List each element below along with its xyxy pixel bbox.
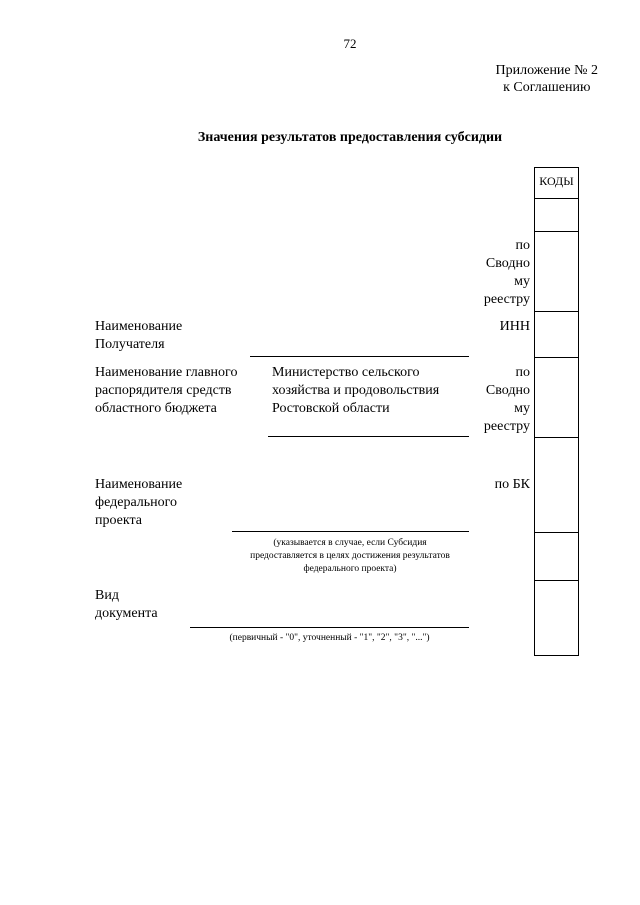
manager-value bbox=[272, 364, 439, 418]
label-line: Вид bbox=[95, 588, 119, 603]
manager-underline bbox=[268, 436, 469, 437]
label-line: проекта bbox=[95, 513, 142, 528]
label-line: реестру bbox=[483, 419, 530, 434]
label-line: Наименование bbox=[95, 319, 183, 334]
appendix-header bbox=[496, 62, 599, 96]
doc-type-note: (первичный - "0", уточненный - "1", "2", "3", "...") bbox=[229, 633, 430, 643]
appendix-line-1: Приложение № 2 bbox=[495, 63, 598, 78]
bk-label: по БК bbox=[494, 477, 530, 492]
codes-divider bbox=[535, 532, 578, 533]
label-line: Наименование bbox=[95, 477, 183, 492]
note-line: (указывается в случае, если Субсидия bbox=[273, 538, 427, 548]
label-line: му bbox=[514, 401, 530, 416]
label-line: Наименование главного bbox=[95, 365, 238, 380]
appendix-line-2: к Соглашению bbox=[503, 80, 591, 95]
codes-divider bbox=[535, 198, 578, 199]
doc-type-underline bbox=[190, 627, 469, 628]
page-number: 72 bbox=[343, 36, 357, 51]
codes-header: КОДЫ bbox=[539, 174, 574, 188]
label-line: документа bbox=[95, 606, 158, 621]
label-line: областного бюджета bbox=[95, 401, 217, 416]
label-line: Получателя bbox=[95, 337, 165, 352]
federal-project-underline bbox=[232, 531, 469, 532]
label-line: распорядителя средств bbox=[95, 383, 232, 398]
doc-type-label bbox=[95, 587, 158, 623]
codes-divider bbox=[535, 231, 578, 232]
value-line: Ростовской области bbox=[272, 401, 390, 416]
codes-divider bbox=[535, 437, 578, 438]
recipient-label bbox=[95, 318, 182, 354]
recipient-underline bbox=[250, 356, 469, 357]
codes-column bbox=[534, 167, 579, 656]
value-line: хозяйства и продовольствия bbox=[272, 383, 440, 398]
label-line: по bbox=[515, 365, 530, 380]
note-line: предоставляется в целях достижения результатов bbox=[250, 551, 450, 561]
federal-project-label bbox=[95, 476, 182, 530]
label-line: федерального bbox=[95, 495, 178, 510]
manager-label bbox=[95, 364, 237, 418]
svodny-reestr-label-2 bbox=[470, 364, 530, 436]
svodny-reestr-label-1 bbox=[470, 237, 530, 309]
label-line: реестру bbox=[483, 292, 530, 307]
label-line: Сводно bbox=[485, 383, 530, 398]
codes-divider bbox=[535, 580, 578, 581]
value-line: Министерство сельского bbox=[272, 365, 420, 380]
label-line: Сводно bbox=[485, 256, 530, 271]
note-line: федерального проекта) bbox=[303, 564, 397, 574]
federal-project-note bbox=[228, 537, 472, 576]
codes-divider bbox=[535, 357, 578, 358]
document-title: Значения результатов предоставления субсидии bbox=[197, 130, 503, 145]
label-line: му bbox=[514, 274, 530, 289]
inn-label: ИНН bbox=[499, 319, 530, 334]
codes-divider bbox=[535, 311, 578, 312]
label-line: по bbox=[515, 238, 530, 253]
